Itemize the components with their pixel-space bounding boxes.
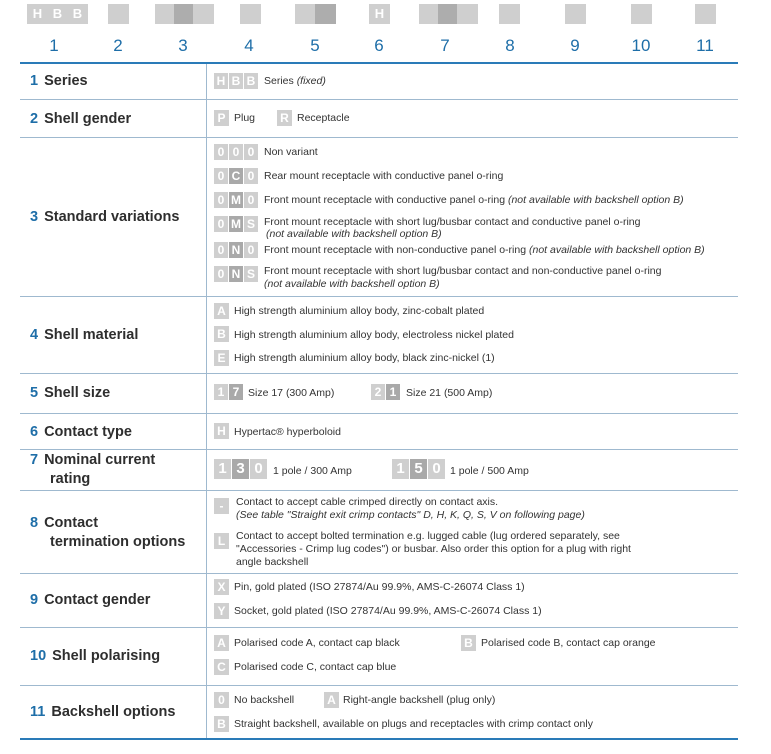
option-text: Size 17 (300 Amp) [248, 387, 335, 399]
option-text: Front mount receptacle with short lug/busbar contact and conductive panel o-ring [264, 216, 641, 228]
row-divider [20, 137, 738, 138]
position-number: 6 [374, 36, 384, 55]
option-text: Plug [234, 112, 256, 124]
code-box-1a: H [27, 4, 48, 24]
position-number: 5 [310, 36, 320, 55]
code-chip: 5 [410, 459, 427, 479]
row-divider [20, 373, 738, 374]
code-chip: B [214, 326, 229, 342]
code-chip: B [461, 635, 476, 651]
option-text: 1 pole / 500 Amp [450, 465, 529, 477]
code-chip: 0 [214, 192, 228, 208]
code-box-4 [240, 4, 261, 24]
code-chip: 2 [371, 384, 385, 400]
code-chip: M [231, 217, 241, 231]
code-chip: M [231, 193, 241, 207]
row-label-shell-gender: 2 Shell gender [30, 111, 132, 127]
code-chip: 0 [214, 266, 228, 282]
row-label-standard-variations: 3 Standard variations [30, 209, 180, 225]
option-text: Straight backshell, available on plugs and receptacles with crimp contact only [234, 718, 593, 730]
position-number: 10 [631, 36, 651, 55]
code-box-11 [695, 4, 716, 24]
position-number: 8 [505, 36, 515, 55]
table-top-rule [20, 62, 738, 64]
row-label-contact-termination: 8 Contact termination options [30, 515, 186, 550]
code-box-7a [419, 4, 440, 24]
row-divider [20, 490, 738, 491]
option-text: High strength aluminium alloy body, black zinc-nickel (1) [234, 352, 495, 364]
position-number: 11 [696, 36, 714, 55]
option-text: Rear mount receptacle with conductive panel o-ring [264, 170, 504, 182]
column-divider [206, 64, 207, 738]
row-divider [20, 413, 738, 414]
option-text: Contact to accept cable crimped directly on contact axis. [236, 496, 499, 508]
option-text: Right-angle backshell (plug only) [343, 694, 496, 706]
option-text: Socket, gold plated (ISO 27874/Au 99.9%, AMS-C-26074 Class 1) [234, 605, 542, 617]
option-text: Hypertac® hyperboloid [234, 426, 341, 438]
option-note: (See table "Straight exit crimp contacts" D, H, K, Q, S, V on following page) [236, 509, 585, 521]
option-note: (not available with backshell option B) [266, 228, 442, 240]
option-text: No backshell [234, 694, 295, 706]
code-chip: 1 [214, 459, 231, 479]
option-text: Non variant [264, 146, 318, 158]
code-box-8 [499, 4, 520, 24]
position-numbers [0, 36, 771, 60]
code-chip: S [244, 266, 258, 282]
code-chip: 0 [244, 242, 258, 258]
option-text: Polarised code A, contact cap black [234, 637, 400, 649]
option-text: Polarised code B, contact cap orange [481, 637, 656, 649]
code-box-6: H [369, 4, 390, 24]
code-box-1b: B [47, 4, 68, 24]
code-chip: - [214, 498, 229, 514]
option-text: "Accessories - Crimp lug codes") or busbar. Also order this option for a plug with right [236, 543, 631, 555]
code-chip: Y [214, 603, 229, 619]
code-chip: 0 [244, 168, 258, 184]
position-number: 3 [178, 36, 188, 55]
option-text: Pin, gold plated (ISO 27874/Au 99.9%, AMS-C-26074 Class 1) [234, 581, 525, 593]
code-chip: 0 [428, 459, 445, 479]
code-chip: S [244, 216, 258, 232]
code-box-7c [457, 4, 478, 24]
code-box-1c: B [67, 4, 88, 24]
code-chip: A [214, 635, 229, 651]
row-divider [20, 685, 738, 686]
option-text: Front mount receptacle with conductive panel o-ring (not available with backshell option B) [264, 194, 684, 206]
row-label-shell-material: 4 Shell material [30, 327, 139, 343]
row-divider [20, 296, 738, 297]
code-chip: A [214, 303, 229, 319]
code-chip: L [214, 533, 229, 549]
code-chip: 1 [392, 459, 409, 479]
code-chip: 0 [229, 144, 243, 160]
code-chip: 0 [214, 692, 229, 708]
code-chip: 0 [214, 242, 228, 258]
code-chip: 0 [250, 459, 267, 479]
position-number: 4 [244, 36, 254, 55]
code-box-3c [193, 4, 214, 24]
code-chip: H [214, 423, 229, 439]
code-chip: R [277, 110, 292, 126]
code-chip: 0 [214, 144, 228, 160]
row-label-contact-gender: 9 Contact gender [30, 592, 151, 608]
row-divider [20, 573, 738, 574]
code-box-3b [174, 4, 195, 24]
code-chip: 0 [214, 216, 228, 232]
option-text: Contact to accept bolted termination e.g. lugged cable (lug ordered separately, see [236, 530, 620, 542]
code-chip: 0 [244, 144, 258, 160]
row-label-backshell-options: 11 Backshell options [30, 704, 176, 720]
code-chip: 3 [232, 459, 249, 479]
code-chip: C [214, 659, 229, 675]
position-number: 7 [440, 36, 450, 55]
position-number: 9 [570, 36, 580, 55]
code-chip: N [229, 266, 243, 282]
code-box-3a [155, 4, 176, 24]
option-text: Front mount receptacle with short lug/busbar contact and non-conductive panel o-ring [264, 265, 662, 277]
position-number: 1 [49, 36, 59, 55]
code-chip: P [214, 110, 229, 126]
code-box-7b [438, 4, 459, 24]
code-box-5a [295, 4, 316, 24]
code-box-2 [108, 4, 129, 24]
option-text: Size 21 (500 Amp) [406, 387, 493, 399]
option-note: (not available with backshell option B) [264, 278, 440, 290]
option-text: Front mount receptacle with non-conductive panel o-ring (not available with backshell option B) [264, 244, 705, 256]
row-label-contact-type: 6 Contact type [30, 424, 132, 440]
row-label-shell-size: 5 Shell size [30, 385, 111, 401]
option-text: 1 pole / 300 Amp [273, 465, 352, 477]
code-chip: 0 [214, 168, 228, 184]
code-chip: N [229, 242, 243, 258]
code-chip: B [244, 73, 258, 89]
position-number: 2 [113, 36, 123, 55]
code-chip: H [214, 73, 228, 89]
code-chip: 7 [229, 384, 243, 400]
option-text: High strength aluminium alloy body, electroless nickel plated [234, 329, 514, 341]
row-divider [20, 99, 738, 100]
row-label-nominal-current: 7 Nominal current rating [30, 452, 156, 487]
part-code-bar [0, 0, 771, 28]
option-text: Polarised code C, contact cap blue [234, 661, 397, 673]
code-chip: 0 [244, 192, 258, 208]
code-chip: 1 [214, 384, 228, 400]
code-box-5b [315, 4, 336, 24]
code-chip: 1 [386, 384, 400, 400]
code-chip: A [324, 692, 339, 708]
option-text: Receptacle [297, 112, 350, 124]
row-label-series: 1 Series [30, 73, 88, 89]
option-text: High strength aluminium alloy body, zinc-cobalt plated [234, 305, 485, 317]
code-chip: E [214, 350, 229, 366]
row-divider [20, 449, 738, 450]
row-divider [20, 627, 738, 628]
row-label-shell-polarising: 10 Shell polarising [30, 648, 161, 664]
code-chip: B [214, 716, 229, 732]
code-box-9 [565, 4, 586, 24]
code-chip: C [229, 168, 243, 184]
code-chip: B [229, 73, 243, 89]
option-text: Series (fixed) [264, 75, 326, 87]
code-chip: X [214, 579, 229, 595]
option-text: angle backshell [236, 556, 309, 568]
table-bottom-rule [20, 738, 738, 740]
code-box-10 [631, 4, 652, 24]
